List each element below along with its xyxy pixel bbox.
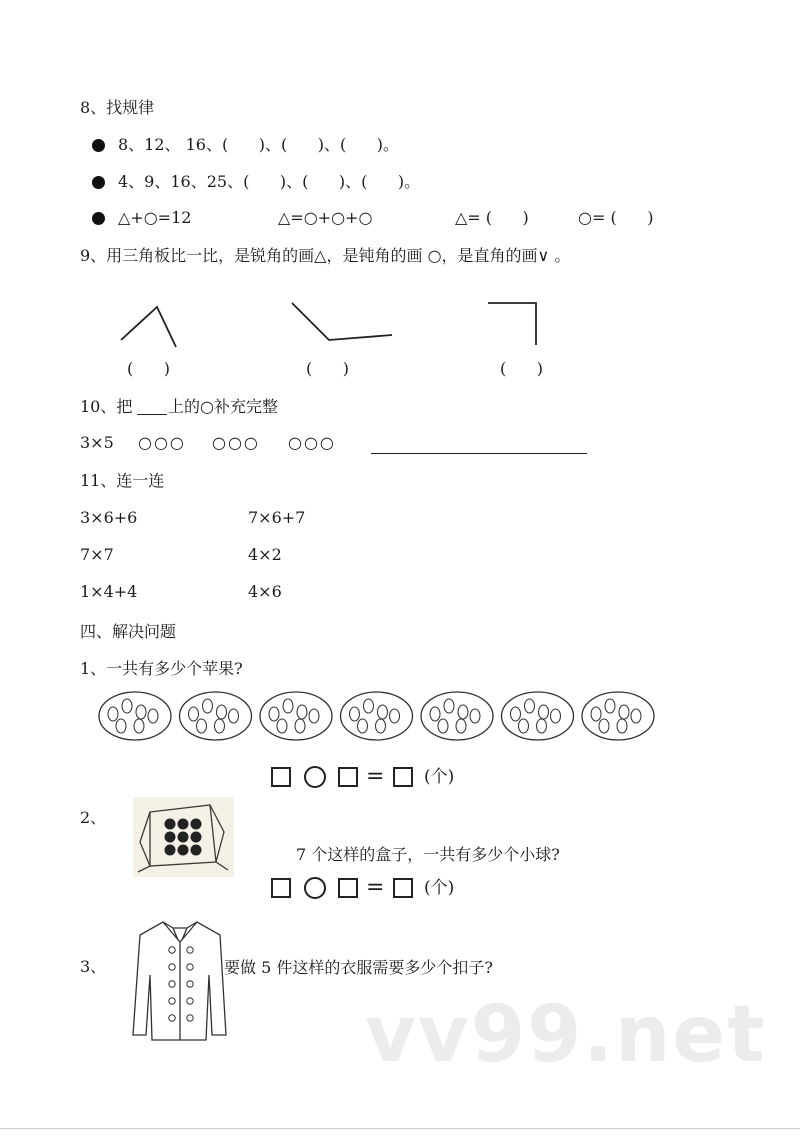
shirt-button — [187, 998, 193, 1004]
q10-title-prefix: 10、把 — [80, 397, 133, 416]
shirt-button — [169, 1015, 175, 1021]
shirt-button — [169, 981, 175, 987]
shirt-button — [187, 1015, 193, 1021]
q10-circle-group-2: ○○○ — [212, 433, 260, 452]
q11-right-1[interactable]: 7×6+7 — [248, 508, 306, 527]
q9-answer-1[interactable]: ( ) — [127, 359, 170, 378]
q9-answer-3[interactable]: ( ) — [500, 359, 543, 378]
q10-title-suffix: 上的○补充完整 — [168, 397, 278, 416]
shirt-button — [169, 947, 175, 953]
shirt-button — [169, 964, 175, 970]
q9-title: 9、用三角板比一比，是锐角的画△，是钝角的画 ○，是直角的画∨ 。 — [80, 246, 571, 265]
p1-equals: = — [366, 764, 385, 789]
q8-row-3-a: △+○=12 — [118, 208, 192, 227]
q11-left-2[interactable]: 7×7 — [80, 545, 114, 564]
page-bottom-border — [0, 1128, 800, 1129]
q9-answer-2[interactable]: ( ) — [306, 359, 349, 378]
q10-expression: 3×5 — [80, 433, 114, 452]
shirt-button — [187, 964, 193, 970]
q11-left-1[interactable]: 3×6+6 — [80, 508, 138, 527]
q10-circle-group-1: ○○○ — [138, 433, 186, 452]
watermark: vv99.net — [365, 990, 767, 1080]
shirt-button — [169, 998, 175, 1004]
q11-left-3[interactable]: 1×4+4 — [80, 582, 138, 601]
p3-label: 3、 — [80, 957, 107, 976]
q11-right-2[interactable]: 4×2 — [248, 545, 282, 564]
q8-row-2: 4、9、16、25、( )、( )、( )。 — [118, 172, 421, 191]
p2-question: 7 个这样的盒子，一共有多少个小球? — [296, 845, 560, 864]
p2-equals: = — [366, 875, 385, 900]
shirt-button — [187, 981, 193, 987]
q11-right-3[interactable]: 4×6 — [248, 582, 282, 601]
q11-title: 11、连一连 — [80, 471, 165, 490]
q8-row-3-c: △= ( ) — [455, 208, 529, 227]
p2-label: 2、 — [80, 808, 107, 827]
p2-unit: (个) — [424, 878, 455, 898]
q8-row-3-b: △=○+○+○ — [278, 208, 373, 227]
q10-circle-group-3: ○○○ — [288, 433, 336, 452]
q8-row-3-d: ○= ( ) — [578, 208, 654, 227]
p3-question: 要做 5 件这样的衣服需要多少个扣子? — [224, 958, 493, 977]
section-4-title: 四、解决问题 — [80, 622, 177, 641]
q8-title: 8、找规律 — [80, 98, 155, 117]
q8-row-1: 8、12、 16、( )、( )、( )。 — [118, 135, 399, 154]
p1-unit: (个) — [424, 767, 455, 787]
shirt-button — [187, 947, 193, 953]
p1-title: 1、一共有多少个苹果? — [80, 659, 243, 678]
